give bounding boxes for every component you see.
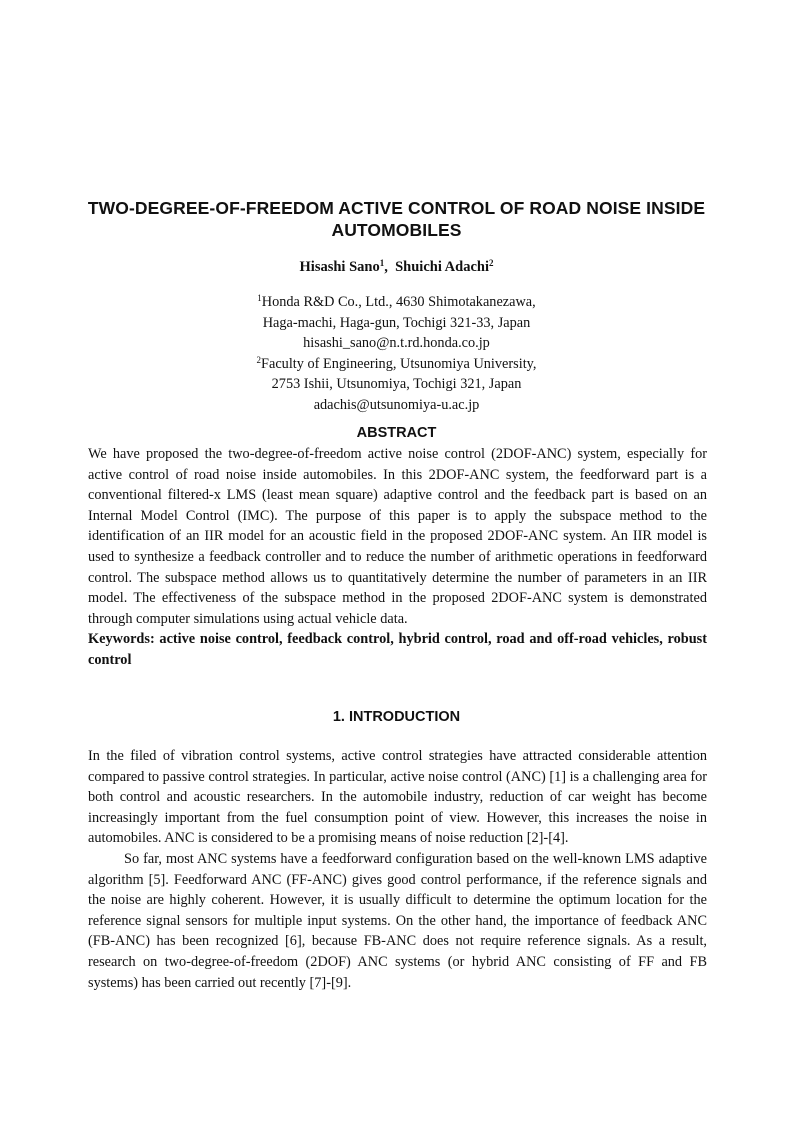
introduction-section xyxy=(88,746,707,993)
introduction-paragraph: So far, most ANC systems have a feedforward configuration based on the well-known LMS adaptive algorithm [5]. Feedforward ANC (FF-ANC) gives good control performance, if the reference signals and the noise are highly coherent. However, it is usually difficult to determine the optimum location for the reference signal sensors for multiple input systems. On the other hand, the importance of feedback ANC (FB-ANC) has been recognized [6], because FB-ANC does not require reference signals. As a result, research on two-degree-of-freedom (2DOF) ANC systems (or hybrid ANC consisting of FF and FB systems) has been carried out recently [7]-[9]. xyxy=(88,850,707,991)
affiliation-1-email: hisashi_sano@n.t.rd.honda.co.jp xyxy=(303,335,490,351)
author-name: Hisashi Sano xyxy=(299,259,380,275)
abstract-heading: ABSTRACT xyxy=(356,425,437,441)
author-affiliation-mark: 1 xyxy=(379,258,385,268)
affiliation-mark: 2 xyxy=(256,354,262,365)
introduction-paragraph: In the filed of vibration control systems, active control strategies have attracted considerable attention compared to passive control strategies. In particular, active noise control (ANC) [1] is a challenging area for both control and acoustic researchers. In the automobile industry, reduction of car weight has become increasingly important from the fuel consumption point of view. However, this increases the noise in automobiles. ANC is considered to be a promising means of noise reduction [2]-[4]. xyxy=(88,748,707,847)
author-affiliation-mark: 2 xyxy=(488,258,494,268)
affiliation-1-line-2: Haga-machi, Haga-gun, Tochigi 321-33, Japan xyxy=(262,314,531,331)
author-list: Hisashi Sano$^1$, Shuichi Adachi$^2$ xyxy=(299,258,494,275)
keywords: Keywords: active noise control, feedback control, hybrid control, road and off-road vehicles, robust control xyxy=(88,631,707,668)
affiliation-text: Honda R&D Co., Ltd., 4630 Shimotakanezawa, xyxy=(261,294,536,310)
affiliation-2-line xyxy=(0,354,793,375)
affiliation-2-email: adachis@utsunomiya-u.ac.jp xyxy=(313,396,480,413)
paper-title: TWO-DEGREE-OF-FREEDOM ACTIVE CONTROL OF ROAD NOISE INSIDE AUTOMOBILES xyxy=(87,198,706,240)
abstract-text: We have proposed the two-degree-of-freedom active noise control (2DOF-ANC) system, especially for active control of road noise inside automobiles. In this 2DOF-ANC system, the feedforward part is a conventional filtered-x LMS (least mean square) adaptive control and the feedback part is based on an Internal Model Control (IMC). The purpose of this paper is to apply the subspace method to the identification of an IIR model for an acoustic field in the proposed 2DOF-ANC system. An IIR model is used to synthesize a feedback controller and to reduce the number of arithmetic operations in feedforward control. The subspace method allows us to quantitatively determine the number of parameters in an IIR model. The effectiveness of the subspace method in the proposed 2DOF-ANC system is demonstrated through computer simulations using actual vehicle data. xyxy=(88,446,707,627)
abstract-section xyxy=(88,444,707,671)
affiliation-2-line-2: 2753 Ishii, Utsunomiya, Tochigi 321, Japan xyxy=(271,376,522,392)
affiliation-1-line xyxy=(0,292,793,313)
affiliation-mark: 1 xyxy=(257,293,262,303)
affiliations xyxy=(0,292,793,415)
introduction-heading: 1. INTRODUCTION xyxy=(332,709,461,725)
affiliation-text: Faculty of Engineering, Utsunomiya University, xyxy=(261,355,537,372)
author-name: Shuichi Adachi xyxy=(395,259,489,275)
